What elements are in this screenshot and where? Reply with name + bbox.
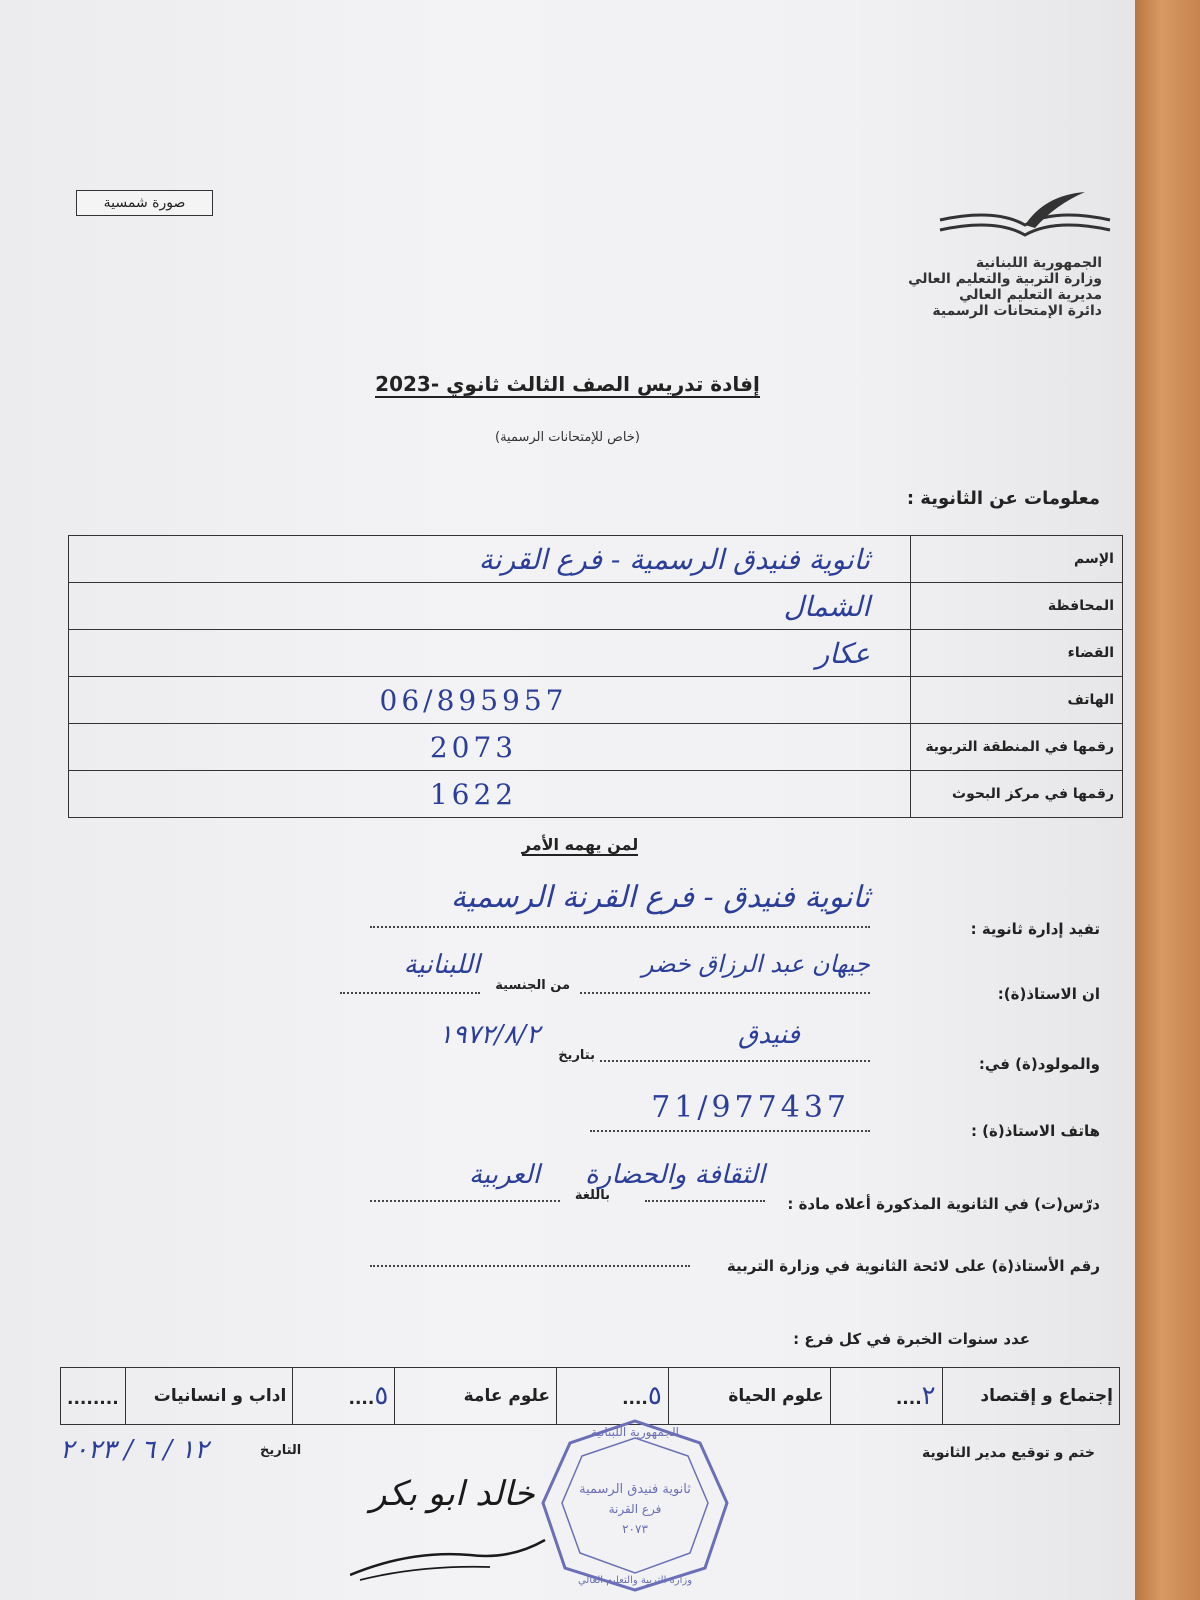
teacher-number-label: رقم الأستاذ(ة) على لائحة الثانوية في وزارة التربية xyxy=(726,1257,1100,1275)
header-ministry: وزارة التربية والتعليم العالي xyxy=(908,271,1102,287)
school-admin-row xyxy=(100,880,1100,938)
school-name-label: الإسم xyxy=(911,536,1123,583)
date-value: ١٢ / ٦ / ٢٠٢٣ xyxy=(60,1435,209,1465)
photo-placeholder xyxy=(76,190,213,216)
date-row xyxy=(60,1435,310,1475)
experience-label-cell: اداب و انسانيات xyxy=(125,1368,293,1425)
stamp-line-1: ثانوية فنيدق الرسمية xyxy=(579,1482,691,1497)
stamp-line-3: ٢٠٧٣ xyxy=(622,1522,648,1536)
director-signature-row xyxy=(795,1445,1095,1465)
experience-value-cell: ........ xyxy=(61,1368,126,1425)
birth-date-value: ١٩٧٢/٨/٢ xyxy=(438,1020,540,1050)
research-center-number-label: رقمها في مركز البحوث xyxy=(911,771,1123,818)
subject-label: درّس(ت) في الثانوية المذكورة أعلاه مادة : xyxy=(787,1195,1100,1213)
language-value: العربية xyxy=(468,1160,540,1190)
dotted-line xyxy=(590,1130,870,1132)
table-row xyxy=(69,724,1123,771)
experience-table xyxy=(60,1367,1120,1425)
birth-place-value: فنيدق xyxy=(738,1020,800,1050)
subject-value: الثقافة والحضارة xyxy=(585,1160,765,1190)
birth-label: والمولود(ة) في: xyxy=(978,1055,1100,1073)
experience-label: عدد سنوات الخبرة في كل فرع : xyxy=(793,1330,1030,1348)
school-name-value: ثانوية فنيدق الرسمية - فرع القرنة xyxy=(69,536,911,583)
teacher-phone-row xyxy=(100,1090,1100,1140)
header-department: دائرة الإمتحانات الرسمية xyxy=(932,303,1102,319)
district-label: القضاء xyxy=(911,630,1123,677)
table-row xyxy=(69,536,1123,583)
school-stamp xyxy=(540,1418,730,1593)
dotted-line xyxy=(600,1060,870,1062)
birth-row xyxy=(100,1020,1100,1073)
photo-label: صورة شمسية xyxy=(103,195,186,211)
teacher-phone-label: هاتف الاستاذ(ة) : xyxy=(970,1122,1100,1140)
dotted-line xyxy=(370,1200,560,1202)
form-title: إفادة تدريس الصف الثالث ثانوي -2023 xyxy=(375,372,760,396)
table-row xyxy=(69,630,1123,677)
director-signature-label: ختم و توقيع مدير الثانوية xyxy=(922,1445,1095,1461)
stamp-line-2: فرع القرنة xyxy=(608,1502,662,1516)
table-row xyxy=(69,583,1123,630)
teacher-number-row xyxy=(100,1245,1100,1275)
school-info-table xyxy=(68,535,1123,818)
signature-text: خالد ابو بكر xyxy=(370,1474,535,1514)
teacher-phone-value: 71/977437 xyxy=(651,1090,850,1125)
table-row xyxy=(69,771,1123,818)
table-row xyxy=(61,1368,1120,1425)
phone-value: 06/895957 xyxy=(69,677,911,724)
header-directorate: مديرية التعليم العالي xyxy=(959,287,1102,303)
dotted-line xyxy=(645,1200,765,1202)
dotted-line xyxy=(340,992,480,994)
stamp-bottom-text: وزارة التربية والتعليم العالي xyxy=(577,1575,693,1586)
dotted-line xyxy=(580,992,870,994)
experience-label-cell: علوم الحياة xyxy=(668,1368,830,1425)
teacher-name-value: جيهان عبد الرزاق خضر xyxy=(641,950,870,978)
dotted-line xyxy=(370,1265,690,1267)
ministry-header xyxy=(862,255,1102,319)
experience-value-cell: ٥.... xyxy=(293,1368,395,1425)
birth-date-label: بتاريخ xyxy=(558,1048,595,1063)
header-republic: الجمهورية اللبنانية xyxy=(975,255,1102,271)
governorate-label: المحافظة xyxy=(911,583,1123,630)
stamp-outer-text: الجمهورية اللبنانية xyxy=(590,1425,680,1439)
research-center-number-value: 1622 xyxy=(69,771,911,818)
experience-value-cell: ٢.... xyxy=(830,1368,942,1425)
ministry-logo xyxy=(935,190,1115,260)
table-row xyxy=(69,677,1123,724)
nationality-value: اللبنانية xyxy=(403,950,480,980)
language-label: باللغة xyxy=(574,1188,610,1203)
teacher-row xyxy=(100,950,1100,1003)
district-value: عكار xyxy=(69,630,911,677)
wooden-surface xyxy=(1135,0,1200,1600)
edu-zone-number-label: رقمها في المنطقة التربوية xyxy=(911,724,1123,771)
dotted-line xyxy=(370,926,870,928)
nationality-label: من الجنسية xyxy=(495,978,570,993)
teacher-label: ان الاستاذ(ة): xyxy=(997,985,1100,1003)
school-admin-label: تفيد إدارة ثانوية : xyxy=(970,920,1100,938)
section-title: معلومات عن الثانوية : xyxy=(906,488,1100,509)
form-subtitle: (خاص للإمتحانات الرسمية) xyxy=(495,430,640,445)
governorate-value: الشمال xyxy=(69,583,911,630)
experience-label-cell: إجتماع و إقتصاد xyxy=(942,1368,1119,1425)
phone-label: الهاتف xyxy=(911,677,1123,724)
edu-zone-number-value: 2073 xyxy=(69,724,911,771)
experience-value-cell: ٥.... xyxy=(557,1368,669,1425)
school-admin-value: ثانوية فنيدق - فرع القرنة الرسمية xyxy=(450,880,870,915)
director-signature xyxy=(350,1455,550,1595)
experience-label-cell: علوم عامة xyxy=(395,1368,557,1425)
date-label: التاريخ xyxy=(260,1443,302,1458)
subject-row xyxy=(100,1160,1100,1213)
experience-row xyxy=(630,1330,1030,1360)
to-whom-heading: لمن يهمه الأمر xyxy=(521,835,639,854)
